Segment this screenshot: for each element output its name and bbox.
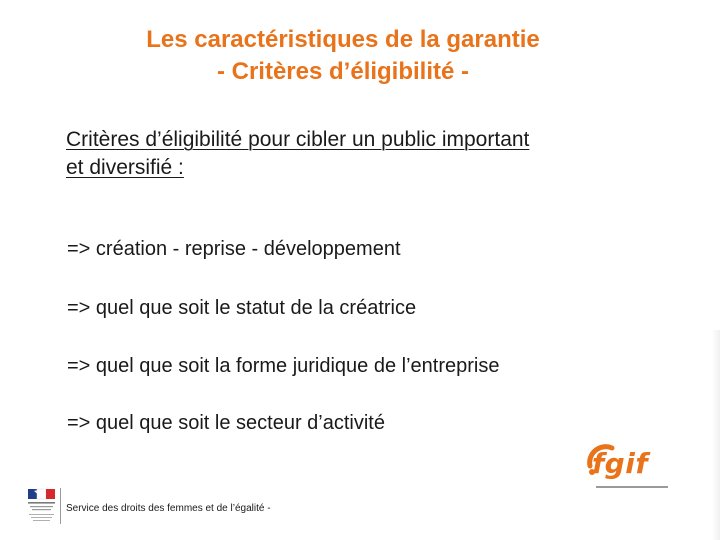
fgif-logo-text: fgif (592, 447, 649, 480)
slide-title-line-2: - Critères d’éligibilité - (216, 58, 470, 85)
bullet-item: => création - reprise - développement (67, 238, 401, 260)
intro-line-1: Critères d’éligibilité pour cibler un public important (66, 128, 530, 151)
bullet-item: => quel que soit la forme juridique de l’entreprise (67, 355, 500, 377)
bullet-item: => quel que soit le secteur d’activité (67, 412, 385, 434)
footer-divider (60, 488, 61, 524)
fgif-logo (580, 440, 670, 496)
intro-line-2: et diversifié : (66, 156, 184, 179)
slide-title (0, 24, 686, 88)
marianne-logo-icon (24, 487, 58, 525)
footer-text: Service des droits des femmes et de l’égalité - (66, 503, 271, 514)
slide-edge-shadow (712, 330, 720, 540)
bullet-item: => quel que soit le statut de la créatrice (67, 297, 417, 319)
slide-title-line-1: Les caractéristiques de la garantie (146, 26, 540, 53)
intro-text (66, 126, 666, 182)
fgif-tagline-bar (596, 486, 668, 488)
